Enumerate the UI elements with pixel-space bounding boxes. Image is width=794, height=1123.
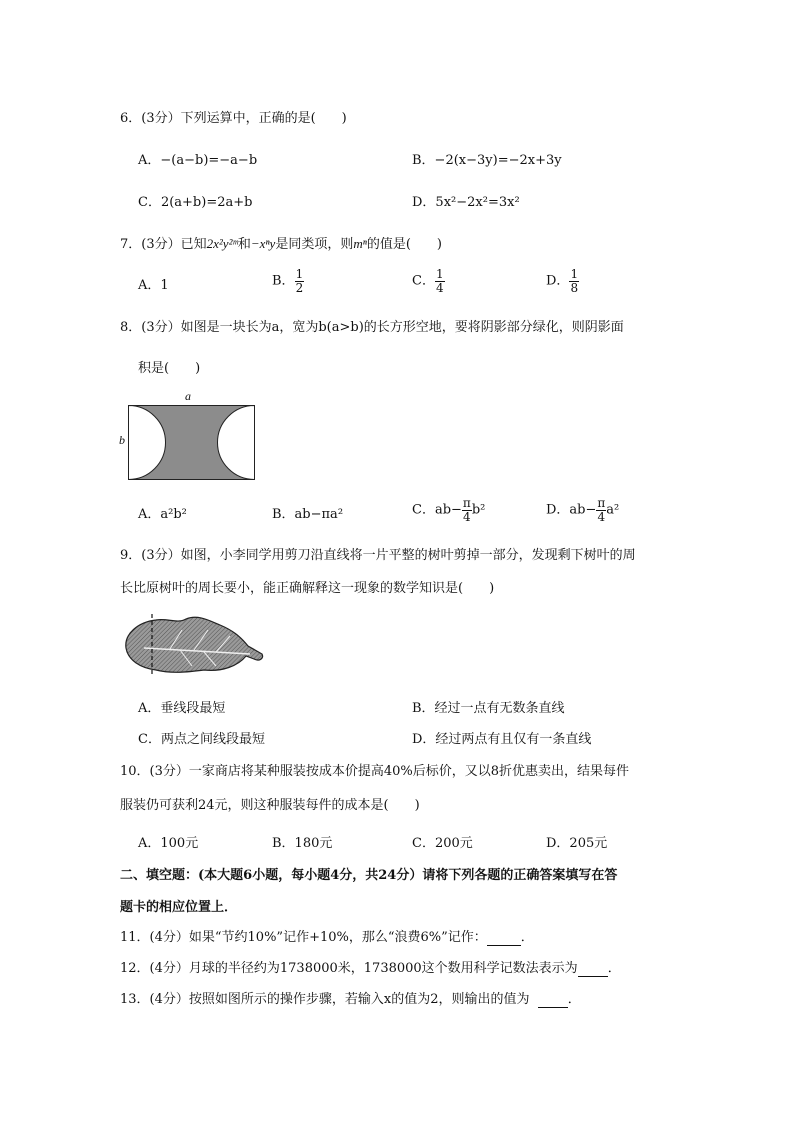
q7-option-a: A．1 bbox=[138, 278, 169, 293]
q8-stem: 8．(3分）如图是一块长为a，宽为b(a>b)的长方形空地，要将阴影部分绿化，则阴影面 bbox=[120, 320, 624, 335]
q10-stem: 10．(3分）一家商店将某种服装按成本价提高40%后标价，又以8折优惠卖出，结果每件 bbox=[120, 764, 630, 779]
q7-term1: 2x²y²ᵐ bbox=[206, 236, 238, 251]
q6-option-c: C．2(a+b)=2a+b bbox=[138, 195, 253, 210]
section-heading-cont: 题卡的相应位置上． bbox=[120, 900, 238, 915]
q9-option-a: A．垂线段最短 bbox=[138, 701, 226, 716]
q9-option-b: B．经过一点有无数条直线 bbox=[412, 701, 565, 716]
q6-option-d: D．5x²−2x²=3x² bbox=[412, 195, 520, 210]
answer-blank bbox=[538, 992, 568, 1008]
q7-term2: −xⁿy bbox=[250, 236, 276, 251]
q10-stem-cont: 服装仍可获利24元，则这种服装每件的成本是( ) bbox=[120, 798, 420, 813]
leaf-figure bbox=[122, 612, 268, 676]
q8-option-d: D．ab− $\frac{\pi}{4}$ a² bbox=[546, 496, 620, 524]
q6-stem: 6．(3分）下列运算中，正确的是( ) bbox=[120, 111, 347, 126]
q8-option-b: B．ab−πa² bbox=[272, 507, 344, 522]
fraction: $\frac{1}{4}$ bbox=[435, 267, 444, 295]
q7-stem-a: 7．(3分）已知 bbox=[120, 237, 207, 252]
q7-stem bbox=[120, 233, 442, 252]
q7-stem-c: 是同类项，则 bbox=[275, 237, 354, 252]
q12: 12．(4分）月球的半径约为1738000米，1738000这个数用科学记数法表示为 ． bbox=[120, 961, 621, 976]
q7-stem-d: 的值是( ) bbox=[366, 237, 442, 252]
q10-option-b: B．180元 bbox=[272, 836, 333, 851]
q8-option-c: C．ab− $\frac{\pi}{4}$ b² bbox=[412, 496, 486, 524]
q7-option-c: C． $\frac{1}{4}$ bbox=[412, 267, 444, 295]
q10-option-d: D．205元 bbox=[546, 836, 608, 851]
answer-blank bbox=[578, 961, 608, 977]
q11: 11．(4分）如果“节约10%”记作+10%，那么“浪费6%”记作： ． bbox=[120, 930, 534, 945]
q6-option-b: B．−2(x−3y)=−2x+3y bbox=[412, 153, 562, 168]
fraction: $\frac{1}{8}$ bbox=[570, 267, 579, 295]
q7-stem-b: 和 bbox=[237, 237, 251, 252]
fraction: $\frac{\pi}{4}$ bbox=[462, 496, 471, 524]
q8-figure-label-b: b bbox=[119, 433, 125, 447]
rectangle-figure bbox=[128, 405, 256, 481]
q9-stem-cont: 长比原树叶的周长要小，能正确解释这一现象的数学知识是( ) bbox=[120, 581, 495, 596]
fraction: $\frac{\pi}{4}$ bbox=[597, 496, 606, 524]
q9-option-c: C．两点之间线段最短 bbox=[138, 732, 265, 747]
q10-option-c: C．200元 bbox=[412, 836, 473, 851]
q10-option-a: A．100元 bbox=[138, 836, 199, 851]
section-heading: 二、填空题：(本大题6小题，每小题4分，共24分）请将下列各题的正确答案填写在答 bbox=[120, 868, 618, 883]
answer-blank bbox=[487, 930, 521, 946]
fraction: $\frac{1}{2}$ bbox=[295, 267, 304, 295]
q13: 13．(4分）按照如图所示的操作步骤，若输入x的值为2，则输出的值为 ． bbox=[120, 992, 581, 1007]
q8-figure-label-a: a bbox=[185, 389, 191, 403]
q6-option-a: A．−(a−b)=−a−b bbox=[138, 153, 258, 168]
q7-option-d: D． $\frac{1}{8}$ bbox=[546, 267, 579, 295]
q9-option-d: D．经过两点有且仅有一条直线 bbox=[412, 732, 592, 747]
q7-option-b: B． $\frac{1}{2}$ bbox=[272, 267, 304, 295]
q7-power: mⁿ bbox=[353, 236, 367, 251]
q8-option-a: A．a²b² bbox=[138, 507, 187, 522]
q8-stem-cont: 积是( ) bbox=[138, 361, 201, 376]
leaf-shape bbox=[126, 617, 263, 672]
q9-stem: 9．(3分）如图，小李同学用剪刀沿直线将一片平整的树叶剪掉一部分，发现剩下树叶的周 bbox=[120, 548, 636, 563]
